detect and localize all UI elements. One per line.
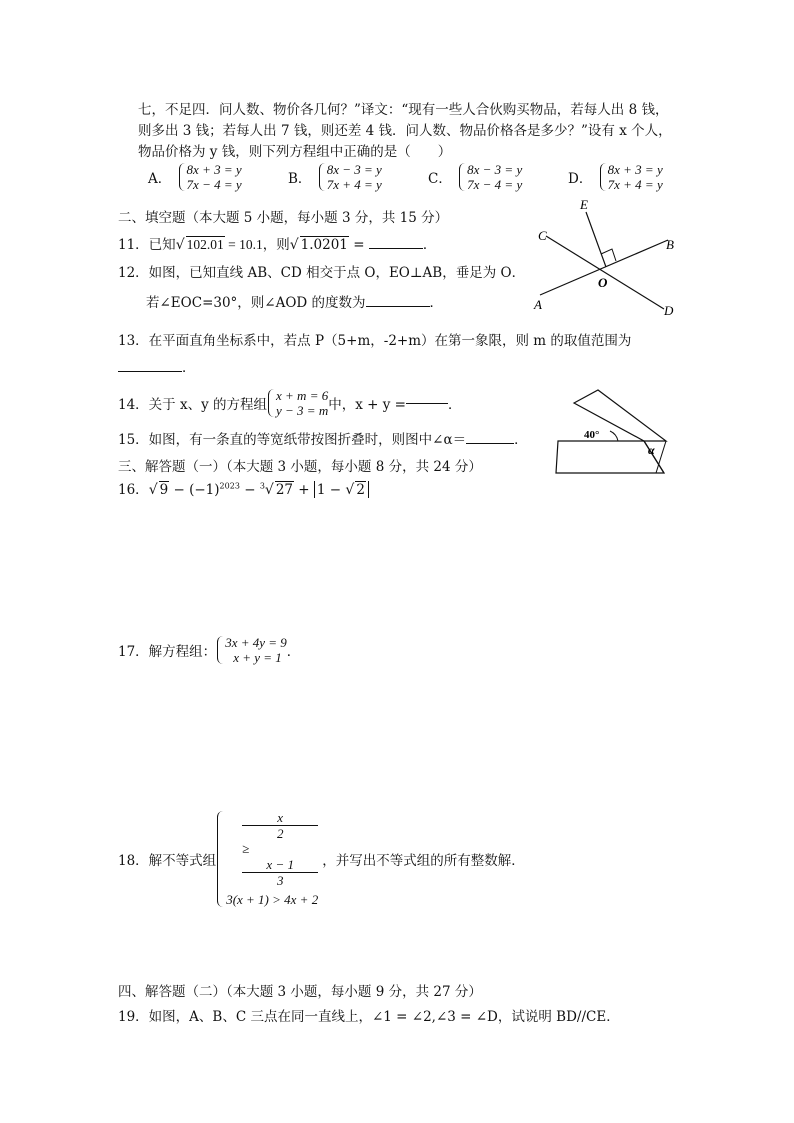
q12-answer-blank[interactable]: [366, 306, 430, 307]
angle-arc-40: [610, 431, 618, 441]
angle-40-label: 40°: [584, 429, 600, 441]
q10-option-d[interactable]: D． 8x + 3 = y 7x + 4 = y: [568, 162, 663, 192]
q14-answer-blank[interactable]: [406, 403, 448, 404]
q13-line2: ．: [118, 356, 196, 376]
line-eo: [586, 212, 606, 267]
q10-line3: 物品价格为 y 钱，则下列方程组中正确的是（ ）: [138, 144, 452, 160]
label-e: E: [580, 197, 588, 212]
q10-option-a[interactable]: A． 8x + 3 = y 7x − 4 = y: [148, 162, 242, 192]
line-cd: [546, 236, 664, 309]
q11: 11．已知√ 102.01 = 10.1，则√ 1.0201 = ．: [118, 237, 437, 253]
label-o: O: [598, 275, 608, 290]
q18: 18．解不等式组 x 2 ≥ x − 1 3 3(x + 1) > 4x + 2 ，并写出不等式组的所有整数解．: [118, 810, 525, 907]
q16-expression: 16．√ $9 - (-1)^{2023} - ^3√$ 27 + 1 − √ 2: [118, 478, 369, 498]
alpha-label: α: [648, 443, 655, 457]
q19: 19．如图，A、B、C 三点在同一直线上，∠1 = ∠2,∠3 = ∠D，试说明 BD//CE．: [118, 1009, 620, 1025]
q14: 14．关于 x、y 的方程组 x + m = 6 y − 3 = m 中，x + y = ．: [118, 388, 462, 418]
q10-option-b[interactable]: B． 8x − 3 = y 7x + 4 = y: [288, 162, 382, 192]
label-d: D: [664, 303, 674, 317]
q10-option-c[interactable]: C． 8x − 3 = y 7x − 4 = y: [428, 162, 523, 192]
label-b: B: [666, 237, 674, 252]
section-2-heading: 二、填空题（本大题 5 小题，每小题 3 分，共 15 分）: [118, 210, 449, 226]
figure-q15-folded-strip: [548, 385, 673, 480]
label-a: A: [534, 297, 542, 312]
label-c: C: [538, 228, 547, 243]
q13-line1: 13．在平面直角坐标系中，若点 P（5+m，-2+m）在第一象限，则 m 的取值范围为: [118, 333, 632, 349]
q15-answer-blank[interactable]: [466, 443, 514, 444]
q12-line2: 若∠EOC=30°，则∠AOD 的度数为 ．: [146, 295, 444, 311]
section-3-heading: 三、解答题（一）（本大题 3 小题，每小题 8 分，共 24 分）: [118, 459, 482, 475]
q17: 17．解方程组： 3x + 4y = 9 x + y = 1 ．: [118, 635, 301, 665]
q12-line1: 12．如图，已知直线 AB、CD 相交于点 O，EO⊥AB，垂足为 O．: [118, 265, 526, 281]
figure-q12-intersecting-lines: [528, 192, 678, 317]
q11-answer-blank[interactable]: [369, 248, 423, 249]
q13-answer-blank[interactable]: [118, 371, 182, 372]
q15: 15．如图，有一条直的等宽纸带按图折叠时，则图中∠α＝ ．: [118, 432, 528, 448]
q10-line1: 七，不足四．问人数、物价各几何？”译文：“现有一些人合伙购买物品，若每人出 8 钱，: [138, 102, 669, 118]
section-4-heading: 四、解答题（二）（本大题 3 小题，每小题 9 分，共 27 分）: [118, 984, 482, 1000]
q10-line2: 则多出 3 钱；若每人出 7 钱，则还差 4 钱．问人数、物品价格各是多少？”设有 x 个人，: [138, 123, 672, 139]
